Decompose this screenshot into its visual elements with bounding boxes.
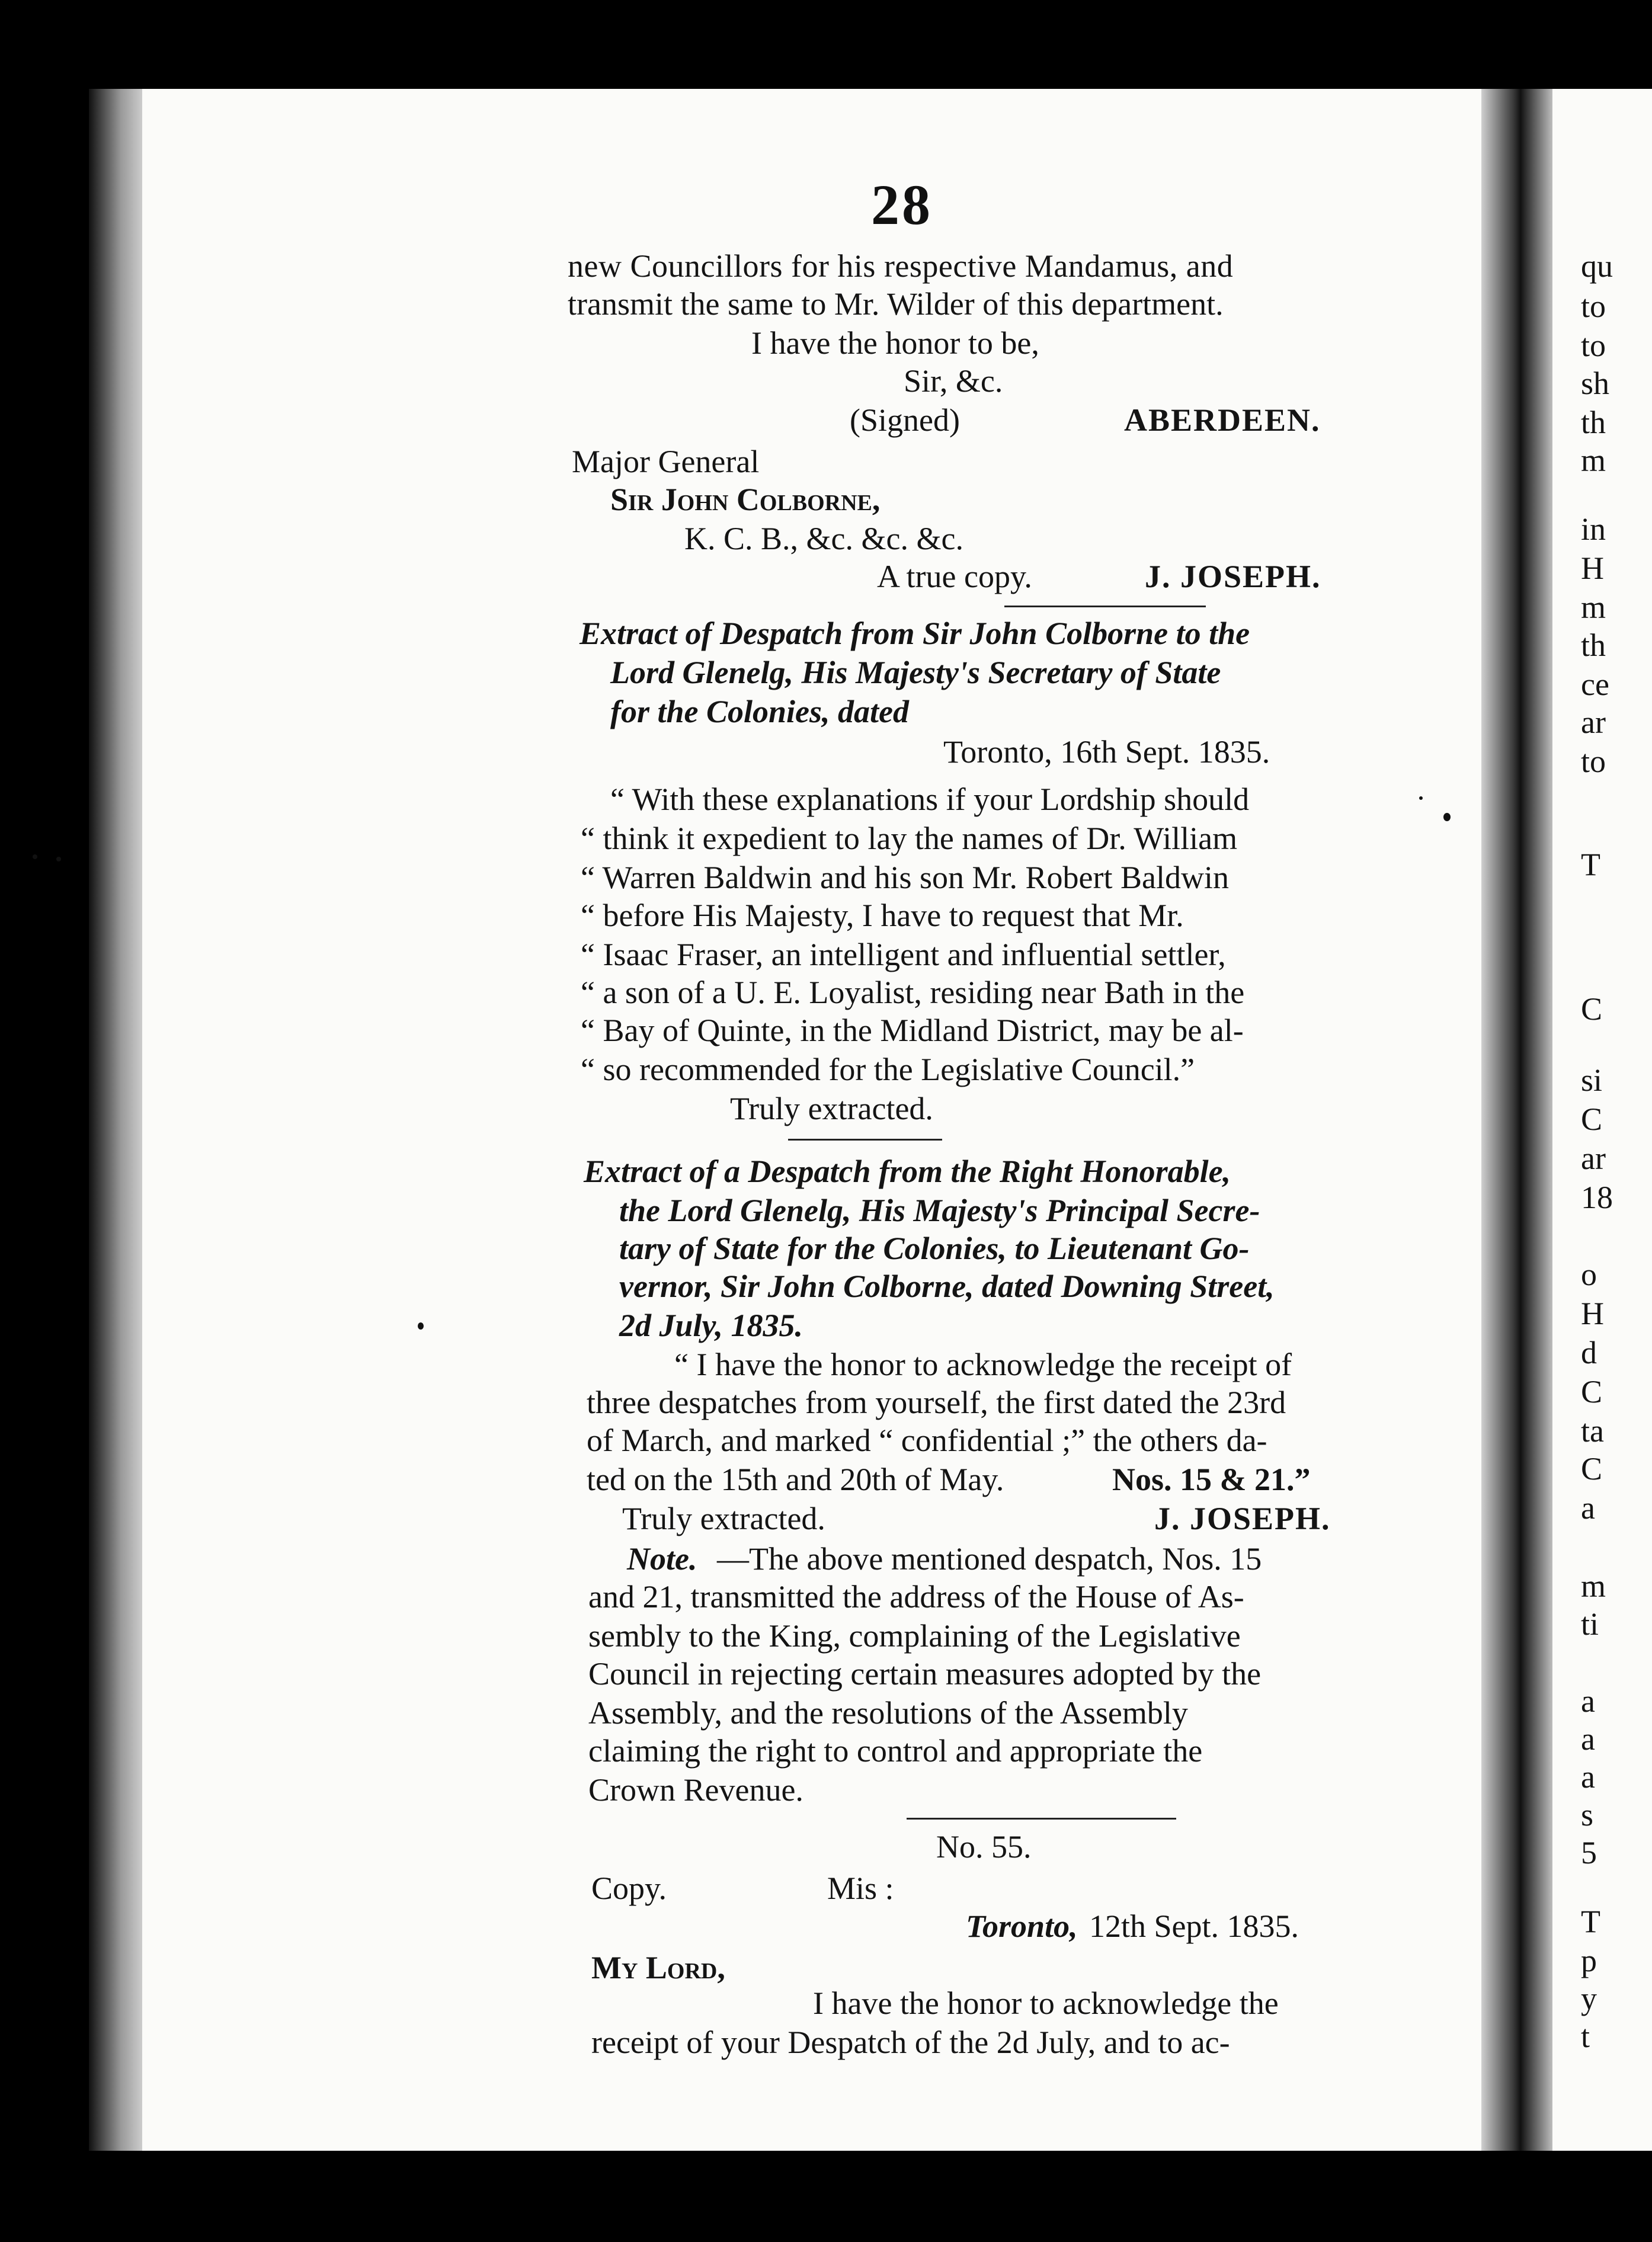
facing-page-fragment: to bbox=[1581, 328, 1606, 363]
extract-heading: for the Colonies, dated bbox=[610, 694, 910, 729]
text-line: transmit the same to Mr. Wilder of this department. bbox=[568, 286, 1224, 322]
text-line: Major General bbox=[572, 444, 760, 479]
facing-page-fragment: to bbox=[1581, 744, 1606, 779]
signature-name: ABERDEEN. bbox=[1124, 402, 1321, 438]
text-line: “ With these explanations if your Lordship should bbox=[610, 782, 1250, 817]
facing-page-fragment: a bbox=[1581, 1490, 1595, 1526]
extract-heading: tary of State for the Colonies, to Lieutenant Go- bbox=[619, 1231, 1250, 1266]
facing-page-fragment: ar bbox=[1581, 1141, 1606, 1176]
text-line: Mis : bbox=[827, 1871, 894, 1906]
text-line: Sir, &c. bbox=[904, 363, 1003, 399]
text-line: A true copy. bbox=[877, 559, 1032, 594]
facing-page-fragment: 18 bbox=[1581, 1180, 1613, 1215]
facing-page-fragment: ar bbox=[1581, 704, 1606, 740]
addressee-name: Sir John Colborne, bbox=[610, 482, 881, 517]
text-line: “ think it expedient to lay the names of Dr. William bbox=[581, 821, 1238, 856]
text-line: receipt of your Despatch of the 2d July, and to ac- bbox=[591, 2025, 1230, 2060]
salutation: My Lord, bbox=[591, 1950, 725, 1985]
facing-page-fragment: p bbox=[1581, 1943, 1597, 1978]
facing-page-fragment: ti bbox=[1581, 1606, 1599, 1642]
signature-name: J. JOSEPH. bbox=[1145, 559, 1321, 594]
extract-heading: the Lord Glenelg, His Majesty's Principal Secre- bbox=[619, 1193, 1260, 1228]
facing-page-fragment: d bbox=[1581, 1335, 1597, 1370]
facing-page-fragment: C bbox=[1581, 1451, 1603, 1487]
text-line: Crown Revenue. bbox=[588, 1772, 803, 1808]
facing-page-fragment: o bbox=[1581, 1257, 1597, 1292]
section-divider bbox=[1004, 606, 1206, 607]
facing-page-fragment: to bbox=[1581, 289, 1606, 324]
facing-page-fragment: m bbox=[1581, 443, 1606, 478]
text-line: “ Isaac Fraser, an intelligent and influential settler, bbox=[581, 937, 1226, 972]
text-line: “ Bay of Quinte, in the Midland District, may be al- bbox=[581, 1013, 1244, 1048]
facing-page-fragment: a bbox=[1581, 1721, 1595, 1757]
facing-page-fragment: C bbox=[1581, 991, 1603, 1027]
facing-page-fragment: 5 bbox=[1581, 1835, 1597, 1871]
facing-page-fragment: C bbox=[1581, 1374, 1603, 1410]
facing-page-fragment: si bbox=[1581, 1062, 1603, 1098]
scan-spot bbox=[1443, 813, 1451, 821]
text-line: Toronto, 16th Sept. 1835. bbox=[943, 734, 1270, 770]
text-line: and 21, transmitted the address of the House of As- bbox=[588, 1579, 1244, 1615]
facing-page-fragment: m bbox=[1581, 1568, 1606, 1604]
facing-page-fragment: a bbox=[1581, 1683, 1595, 1719]
facing-page-fragment: H bbox=[1581, 1296, 1604, 1331]
facing-page-fragment: a bbox=[1581, 1759, 1595, 1795]
letter-date: 12th Sept. 1835. bbox=[1089, 1908, 1299, 1944]
page-edge-shadow bbox=[89, 89, 142, 2151]
facing-page-fragment: in bbox=[1581, 511, 1606, 547]
text-line: “ I have the honor to acknowledge the receipt of bbox=[674, 1347, 1292, 1382]
letter-place: Toronto, bbox=[966, 1908, 1078, 1944]
facing-page-fragment: T bbox=[1581, 847, 1600, 882]
text-line: K. C. B., &c. &c. &c. bbox=[684, 521, 963, 556]
text-line: ted on the 15th and 20th of May. bbox=[587, 1462, 1004, 1497]
section-divider bbox=[907, 1818, 1176, 1820]
book-gutter bbox=[1481, 89, 1552, 2151]
scan-spot bbox=[418, 1322, 424, 1330]
extract-heading: Extract of a Despatch from the Right Honorable, bbox=[584, 1154, 1231, 1189]
scan-spot bbox=[33, 854, 37, 859]
despatch-numbers: Nos. 15 & 21.” bbox=[1112, 1462, 1311, 1497]
scan-spot bbox=[56, 857, 61, 861]
facing-page-fragment: T bbox=[1581, 1904, 1600, 1939]
extract-heading: vernor, Sir John Colborne, dated Downing Street, bbox=[619, 1269, 1275, 1304]
extract-heading: Extract of Despatch from Sir John Colborne to the bbox=[580, 616, 1250, 651]
text-line: “ Warren Baldwin and his son Mr. Robert Baldwin bbox=[581, 860, 1230, 895]
document-number: No. 55. bbox=[936, 1829, 1032, 1865]
facing-page-fragment: th bbox=[1581, 627, 1606, 663]
facing-page-fragment: H bbox=[1581, 550, 1604, 586]
text-line: three despatches from yourself, the first dated the 23rd bbox=[587, 1385, 1286, 1420]
facing-page-fragment: s bbox=[1581, 1797, 1594, 1833]
text-line: Truly extracted. bbox=[730, 1091, 933, 1126]
page-number: 28 bbox=[871, 173, 933, 236]
text-line: Truly extracted. bbox=[622, 1501, 825, 1536]
text-line: sembly to the King, complaining of the Legislative bbox=[588, 1618, 1241, 1654]
text-line: I have the honor to be, bbox=[751, 325, 1039, 361]
text-line: claiming the right to control and appropriate the bbox=[588, 1733, 1203, 1769]
extract-heading: Lord Glenelg, His Majesty's Secretary of State bbox=[610, 655, 1221, 690]
facing-page-fragment: th bbox=[1581, 405, 1606, 440]
text-line: Copy. bbox=[591, 1871, 667, 1906]
text-line: “ before His Majesty, I have to request that Mr. bbox=[581, 898, 1184, 933]
text-line: I have the honor to acknowledge the bbox=[813, 1985, 1279, 2021]
text-line: “ a son of a U. E. Loyalist, residing near Bath in the bbox=[581, 975, 1245, 1010]
scan-spot bbox=[1419, 796, 1423, 800]
note-label: Note. bbox=[627, 1541, 697, 1577]
text-line: of March, and marked “ confidential ;” the others da- bbox=[587, 1423, 1267, 1458]
extract-heading: 2d July, 1835. bbox=[619, 1308, 803, 1343]
text-line: —The above mentioned despatch, Nos. 15 bbox=[717, 1541, 1262, 1577]
text-line: Assembly, and the resolutions of the Assembly bbox=[588, 1695, 1188, 1731]
signature-name: J. JOSEPH. bbox=[1154, 1501, 1331, 1536]
facing-page-fragment: qu bbox=[1581, 248, 1613, 284]
facing-page-fragment: C bbox=[1581, 1101, 1603, 1137]
facing-page-fragment: t bbox=[1581, 2019, 1590, 2054]
facing-page-fragment: ta bbox=[1581, 1413, 1604, 1449]
facing-page-fragment: ce bbox=[1581, 667, 1609, 702]
text-line: Council in rejecting certain measures adopted by the bbox=[588, 1656, 1262, 1692]
facing-page-fragment: m bbox=[1581, 590, 1606, 625]
facing-page-fragment: y bbox=[1581, 1981, 1597, 2016]
text-line: (Signed) bbox=[850, 402, 960, 438]
text-line: “ so recommended for the Legislative Council.” bbox=[581, 1052, 1195, 1087]
facing-page-fragment: sh bbox=[1581, 366, 1610, 401]
section-divider bbox=[788, 1139, 942, 1141]
text-line: new Councillors for his respective Mandamus, and bbox=[568, 248, 1234, 284]
